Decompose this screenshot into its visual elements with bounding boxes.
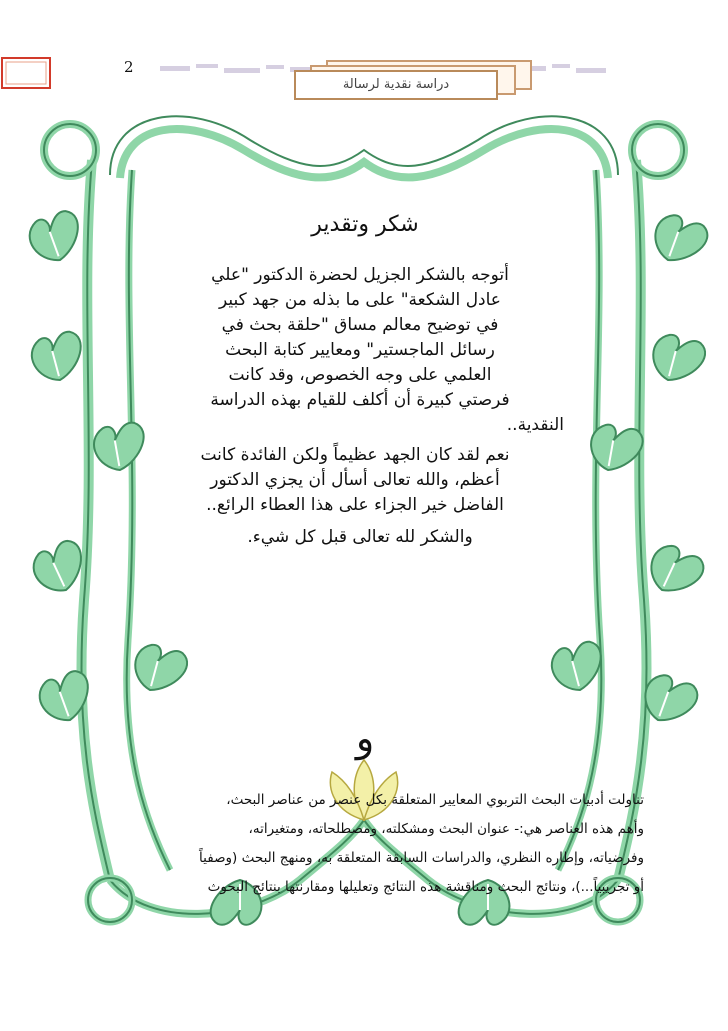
paragraph-line: أتوجه بالشكر الجزيل لحضرة الدكتور "علي bbox=[211, 265, 509, 285]
running-title: دراسة نقدية لرسالة bbox=[294, 70, 498, 100]
body-paragraph bbox=[84, 786, 644, 902]
paragraph-line: في توضيح معالم مساق "حلقة بحث في bbox=[221, 315, 499, 335]
body-line: وفرضياته، وإطاره النظري، والدراسات السابقة المتعلقة به، ومنهج البحث (وصفياً bbox=[199, 850, 644, 866]
paragraph-line: أعظم، والله تعالى أسأل أن يجزي الدكتور bbox=[210, 470, 500, 490]
paragraph-line: العلمي على وجه الخصوص، وقد كانت bbox=[228, 365, 492, 385]
acknowledgement-title: شكر وتقدير bbox=[311, 212, 419, 237]
acknowledgement-closing: والشكر لله تعالى قبل كل شيء. bbox=[247, 527, 473, 547]
paragraph-line: رسائل الماجستير" ومعايير كتابة البحث bbox=[225, 340, 495, 360]
body-line: أو تجريبياً...)، ونتائج البحث ومناقشة هذه النتائج وتعليلها ومقارنتها بنتائج البحوث bbox=[207, 879, 644, 895]
page-number: 2 bbox=[124, 58, 134, 76]
paragraph-line: نعم لقد كان الجهد عظيماً ولكن الفائدة كانت bbox=[200, 445, 510, 465]
body-line: تناولت أدبيات البحث التربوي المعايير المتعلقة بكل عنصر من عناصر البحث، bbox=[226, 792, 644, 808]
body-line: وأهم هذه العناصر هي:- عنوان البحث ومشكلته، ومصطلحاته، ومتغيراته، bbox=[248, 821, 644, 837]
paragraph-line: الفاضل خير الجزاء على هذا العطاء الرائع.. bbox=[206, 495, 504, 515]
paragraph-line: عادل الشكعة" على ما بذله من جهد كبير bbox=[219, 290, 501, 310]
lead-letter: و bbox=[355, 716, 375, 760]
acknowledgement-paragraph-2 bbox=[135, 443, 575, 518]
paragraph-line: النقدية.. bbox=[506, 415, 564, 435]
acknowledgement-paragraph-1 bbox=[150, 263, 570, 438]
paragraph-line: فرصتي كبيرة أن أكلف للقيام بهذه الدراسة bbox=[210, 390, 510, 410]
